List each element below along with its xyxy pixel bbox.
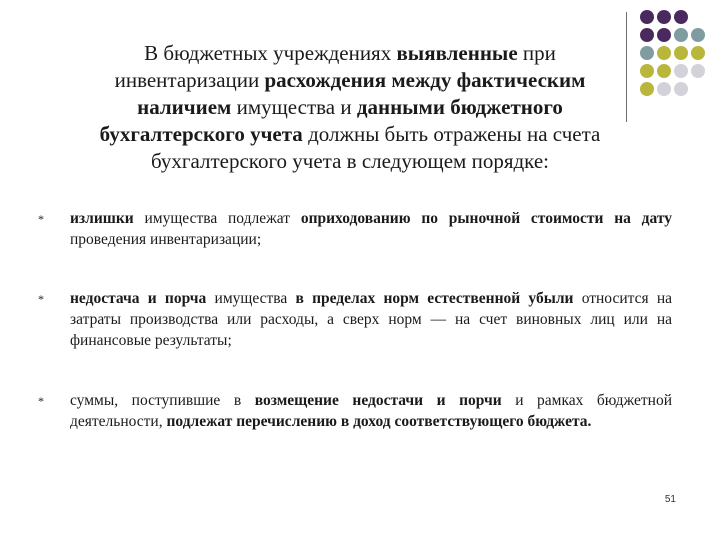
decor-dot [657, 64, 671, 78]
page-number: 51 [664, 494, 676, 505]
decor-dot [640, 28, 654, 42]
text-span: проведения инвентаризации; [70, 231, 262, 248]
bold-text-span: данными бюджетного бухгалтерского учета [99, 95, 563, 146]
decor-dot [657, 10, 671, 24]
text-span: относится на затраты производства или расходы, а сверх норм — на счет виновных лиц или на финансовые результаты; [70, 290, 672, 349]
bold-text-span: недостача и порча [70, 290, 207, 307]
bullet-item-shortage [70, 288, 672, 351]
bold-text-span: подлежат перечислению в доход соответствующего бюджета. [166, 413, 592, 430]
bullet-marker-2: * [38, 292, 44, 306]
bullet-marker-3: * [38, 394, 44, 408]
decor-dot [674, 28, 688, 42]
text-span: при инвентаризации [114, 41, 556, 92]
text-span: должны быть отражены на счета бухгалтерского учета в следующем порядке: [151, 122, 601, 173]
decor-dot [640, 46, 654, 60]
text-span: и рамках бюджетной деятельности, [70, 392, 672, 430]
bullet-item-compensation [70, 390, 672, 432]
decor-dot [691, 46, 705, 60]
bold-text-span: излишки [70, 210, 134, 227]
bullet-item-surplus [70, 208, 672, 250]
bullet-marker-1: * [38, 212, 44, 226]
text-span: имущества подлежат [133, 210, 301, 227]
text-span: суммы, поступившие в [70, 392, 255, 409]
decor-dot [674, 64, 688, 78]
decor-dot [691, 64, 705, 78]
bold-text-span: возмещение недостачи и порчи [254, 392, 502, 409]
slide-title [70, 40, 630, 175]
decor-dot [674, 82, 688, 96]
decor-dot [640, 10, 654, 24]
decor-dot [674, 46, 688, 60]
bold-text-span: оприходованию по рыночной стоимости на дату [300, 210, 672, 227]
text-span: имущества [206, 290, 296, 307]
decor-dot [640, 64, 654, 78]
decor-dot [674, 10, 688, 24]
bold-text-span: в пределах норм естественной убыли [295, 290, 574, 307]
text-span: имущества и [231, 95, 357, 119]
decor-dot [657, 82, 671, 96]
text-span: В бюджетных учреждениях [144, 41, 397, 65]
decor-dot [657, 28, 671, 42]
bold-text-span: расхождения между фактическим наличием [137, 68, 586, 119]
decor-dot [657, 46, 671, 60]
decor-dot [640, 82, 654, 96]
decor-dot [691, 28, 705, 42]
bold-text-span: выявленные [396, 41, 518, 65]
